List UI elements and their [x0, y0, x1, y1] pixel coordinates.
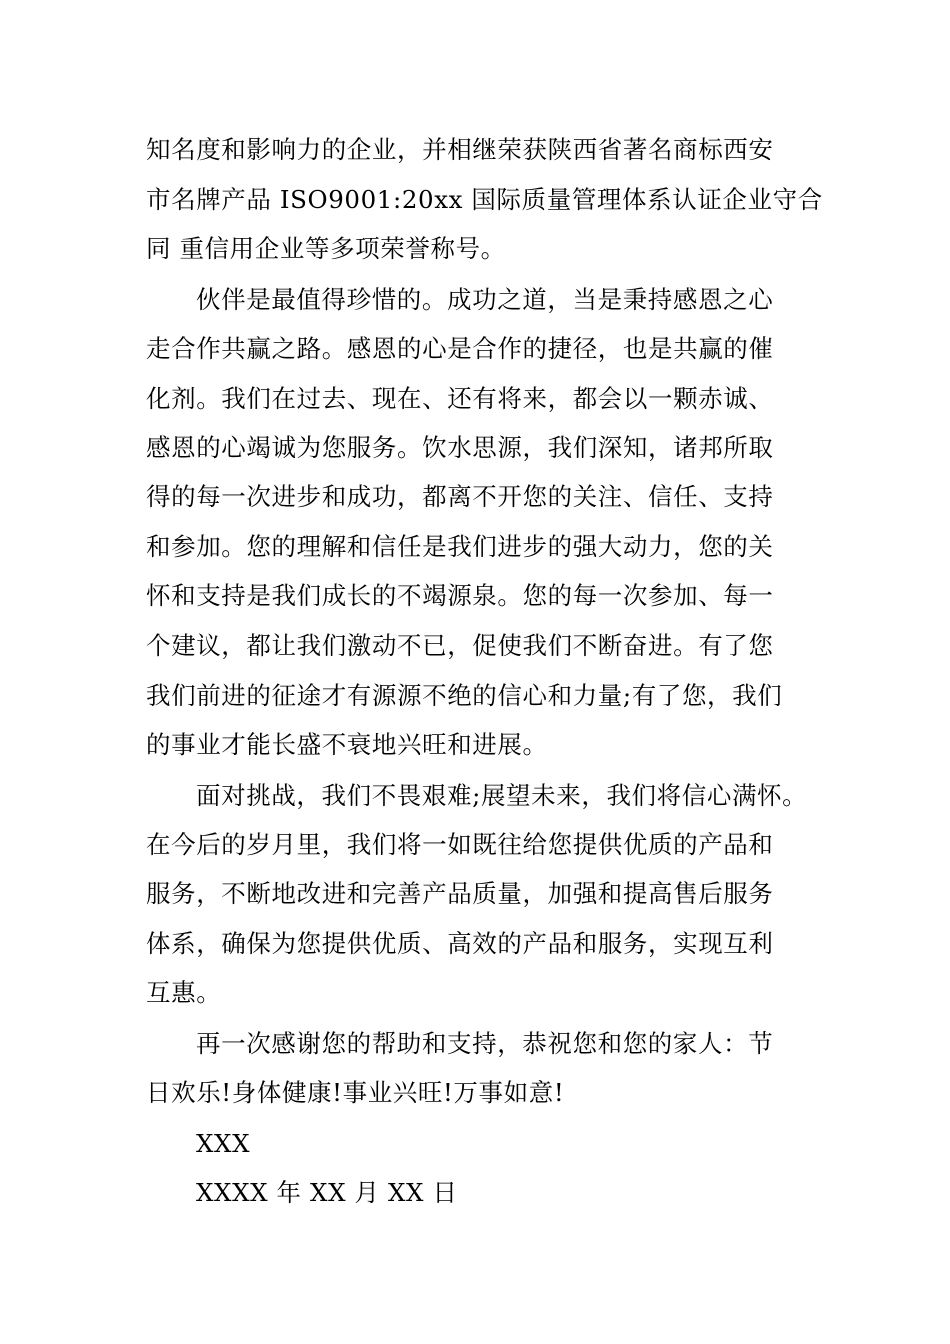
paragraph-line: 伙伴是最值得珍惜的。成功之道，当是秉持感恩之心 [196, 285, 774, 314]
paragraph-line: 知名度和影响力的企业，并相继荣获陕西省著名商标西安 [146, 135, 774, 164]
paragraph-line: 个建议，都让我们激动不已，促使我们不断奋进。有了您 [146, 631, 774, 660]
paragraph-line: 体系，确保为您提供优质、高效的产品和服务，实现互利 [146, 929, 774, 958]
paragraph-line: 我们前进的征途才有源源不绝的信心和力量;有了您，我们 [146, 681, 783, 710]
paragraph-line: 同 重信用企业等多项荣誉称号。 [146, 234, 506, 263]
paragraph-line: 服务，不断地改进和完善产品质量，加强和提高售后服务 [146, 879, 774, 908]
paragraph-line: 日欢乐!身体健康!事业兴旺!万事如意! [146, 1078, 565, 1107]
paragraph-line: 市名牌产品 ISO9001:20xx 国际质量管理体系认证企业守合 [146, 185, 823, 214]
paragraph-line: 互惠。 [146, 978, 222, 1007]
paragraph-line: 化剂。我们在过去、现在、还有将来，都会以一颗赤诚、 [146, 384, 774, 413]
paragraph-line: 的事业才能长盛不衰地兴旺和进展。 [146, 730, 548, 759]
paragraph-line: 和参加。您的理解和信任是我们进步的强大动力，您的关 [146, 532, 774, 561]
paragraph-line: 再一次感谢您的帮助和支持，恭祝您和您的家人：节 [196, 1029, 774, 1058]
paragraph-line: 在今后的岁月里，我们将一如既往给您提供优质的产品和 [146, 830, 774, 859]
paragraph-line: 走合作共赢之路。感恩的心是合作的捷径，也是共赢的催 [146, 334, 774, 363]
signature-name: XXX [196, 1129, 251, 1158]
paragraph-line: 怀和支持是我们成长的不竭源泉。您的每一次参加、每一 [146, 581, 774, 610]
paragraph-line: 感恩的心竭诚为您服务。饮水思源，我们深知，诸邦所取 [146, 433, 774, 462]
paragraph-line: 得的每一次进步和成功，都离不开您的关注、信任、支持 [146, 482, 774, 511]
paragraph-line: 面对挑战，我们不畏艰难;展望未来，我们将信心满怀。 [196, 781, 808, 810]
signature-date: XXXX 年 XX 月 XX 日 [196, 1178, 458, 1207]
